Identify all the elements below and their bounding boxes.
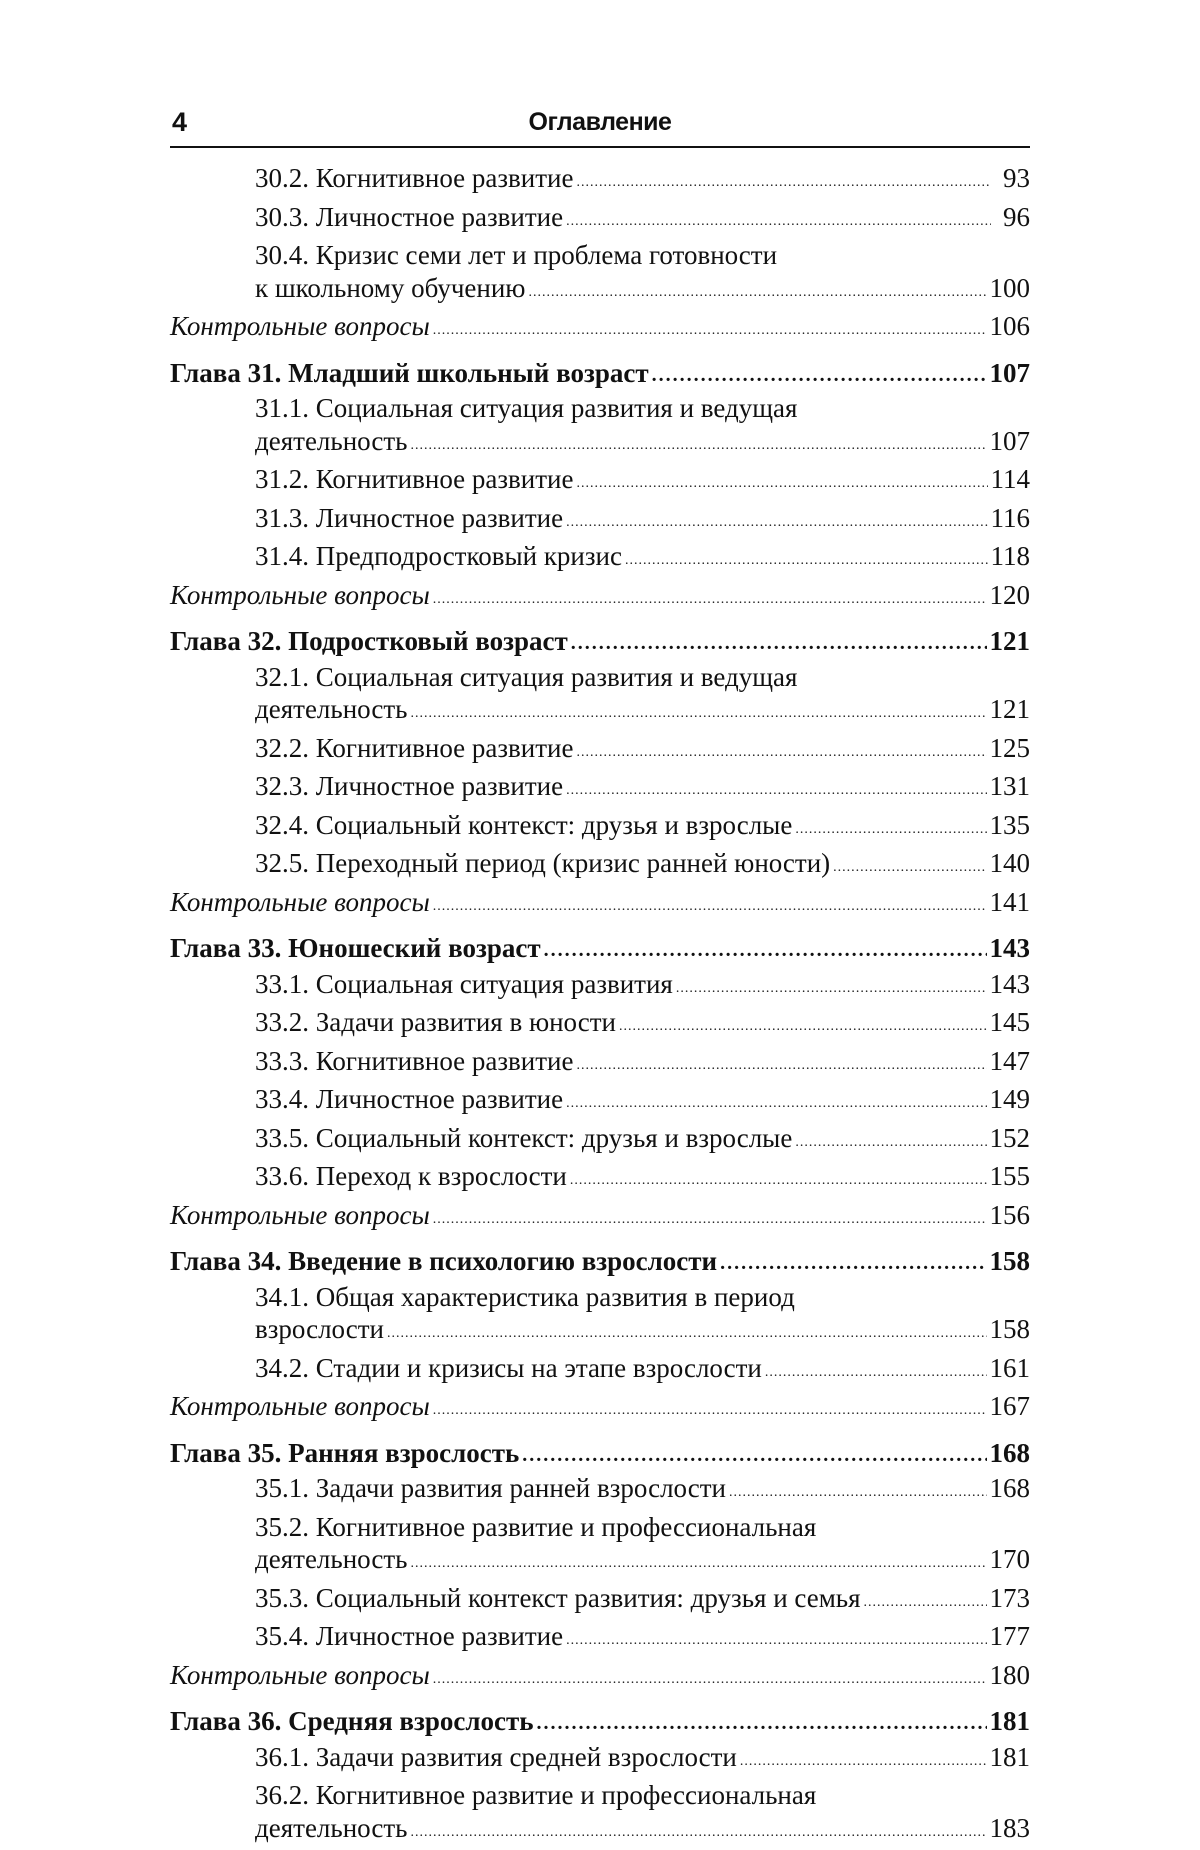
dot-leader <box>765 1357 987 1390</box>
toc-section-entry <box>170 1741 1030 1780</box>
toc-entry-title: 33.4. Личностное развитие <box>255 1083 563 1116</box>
toc-entry-title: деятельность <box>255 693 407 726</box>
toc-entry-title-line: 30.4. Кризис семи лет и проблема готовности <box>170 239 1030 272</box>
toc-review-questions-entry <box>170 886 1030 925</box>
toc-section-entry <box>170 201 1030 240</box>
toc-page-number: 145 <box>990 1006 1031 1039</box>
toc-page-number: 135 <box>990 809 1031 842</box>
toc-entry-title: 33.3. Когнитивное развитие <box>255 1045 573 1078</box>
toc-entry-title-line: 31.1. Социальная ситуация развития и ведущая <box>170 392 1030 425</box>
toc-chapter-entry <box>170 1705 1030 1741</box>
dot-leader <box>566 507 987 540</box>
toc-entry-title: Глава 31. Младший школьный возраст <box>170 357 649 390</box>
toc-entry-title: 32.2. Когнитивное развитие <box>255 732 573 765</box>
toc-entry-title: Контрольные вопросы <box>170 1390 430 1423</box>
toc-entry-title: 30.2. Когнитивное развитие <box>255 162 573 195</box>
toc-section-entry <box>170 1582 1030 1621</box>
toc-page-number: 116 <box>991 502 1031 535</box>
toc-entry-title: 32.3. Личностное развитие <box>255 770 563 803</box>
toc-entry-title: Глава 32. Подростковый возраст <box>170 625 568 658</box>
dot-leader <box>833 852 986 885</box>
toc-entry-title: взрослости <box>255 1313 384 1346</box>
dot-leader <box>433 584 987 617</box>
toc-chapter-entry <box>170 1437 1030 1473</box>
toc-entry-title: 35.3. Социальный контекст развития: друзья и семья <box>255 1582 861 1615</box>
toc-page-number: 180 <box>990 1659 1031 1692</box>
dot-leader <box>410 1548 986 1581</box>
dot-leader <box>864 1587 987 1620</box>
toc-page-number: 183 <box>990 1812 1031 1845</box>
toc-entry-title: 32.5. Переходный период (кризис ранней юности) <box>255 847 830 880</box>
dot-leader <box>795 1127 986 1160</box>
toc-page-number: 155 <box>990 1160 1031 1193</box>
page-number: 4 <box>172 104 187 140</box>
toc-page-number: 140 <box>990 847 1031 880</box>
toc-entry-title: 31.3. Личностное развитие <box>255 502 563 535</box>
table-of-contents <box>170 162 1030 1850</box>
toc-entry-title: Глава 33. Юношеский возраст <box>170 932 541 965</box>
toc-page-number: 141 <box>990 886 1031 919</box>
toc-review-questions-entry <box>170 1199 1030 1238</box>
toc-entry-title: 35.4. Личностное развитие <box>255 1620 563 1653</box>
toc-page-number: 121 <box>990 625 1031 658</box>
toc-entry-title: 33.1. Социальная ситуация развития <box>255 968 673 1001</box>
toc-entry-title: 33.5. Социальный контекст: друзья и взрослые <box>255 1122 792 1155</box>
dot-leader <box>625 545 988 578</box>
toc-section-entry <box>170 1160 1030 1199</box>
toc-page-number: 149 <box>990 1083 1031 1116</box>
toc-page-number: 173 <box>990 1582 1031 1615</box>
toc-entry-title: Контрольные вопросы <box>170 310 430 343</box>
toc-page-number: 158 <box>990 1245 1031 1278</box>
dot-leader <box>410 1817 986 1850</box>
toc-page-number: 177 <box>990 1620 1031 1653</box>
toc-entry-title: 35.1. Задачи развития ранней взрослости <box>255 1472 726 1505</box>
toc-section-entry <box>170 1006 1030 1045</box>
toc-chapter-entry <box>170 1245 1030 1281</box>
toc-section-entry <box>170 847 1030 886</box>
page-header <box>170 104 1030 148</box>
dot-leader <box>566 1625 986 1658</box>
toc-page-number: 152 <box>990 1122 1031 1155</box>
toc-entry-title: Контрольные вопросы <box>170 1659 430 1692</box>
toc-chapter-entry <box>170 932 1030 968</box>
dot-leader <box>544 934 987 967</box>
toc-section-entry <box>170 1045 1030 1084</box>
toc-entry-title: Глава 36. Средняя взрослость <box>170 1705 534 1738</box>
dot-leader <box>740 1746 987 1779</box>
toc-page-number: 114 <box>991 463 1031 496</box>
toc-entry-title: 31.4. Предподростковый кризис <box>255 540 622 573</box>
toc-section-entry <box>170 770 1030 809</box>
toc-section-entry <box>170 1313 1030 1352</box>
toc-section-entry <box>170 463 1030 502</box>
toc-page-number: 147 <box>990 1045 1031 1078</box>
toc-entry-title-line: 35.2. Когнитивное развитие и профессиональная <box>170 1511 1030 1544</box>
toc-page-number: 143 <box>990 932 1031 965</box>
toc-page-number: 107 <box>990 425 1031 458</box>
toc-page-number: 121 <box>990 693 1031 726</box>
toc-section-entry <box>170 693 1030 732</box>
dot-leader <box>537 1707 987 1740</box>
dot-leader <box>571 627 987 660</box>
toc-entry-title: деятельность <box>255 1543 407 1576</box>
toc-entry-title: Контрольные вопросы <box>170 579 430 612</box>
toc-page-number: 170 <box>990 1543 1031 1576</box>
toc-page-number: 143 <box>990 968 1031 1001</box>
toc-entry-title: 34.2. Стадии и кризисы на этапе взрослости <box>255 1352 762 1385</box>
toc-section-entry <box>170 162 1030 201</box>
toc-entry-title: 33.6. Переход к взрослости <box>255 1160 567 1193</box>
toc-entry-title: Контрольные вопросы <box>170 1199 430 1232</box>
toc-entry-title-line: 34.1. Общая характеристика развития в период <box>170 1281 1030 1314</box>
toc-entry-title: 30.3. Личностное развитие <box>255 201 563 234</box>
dot-leader <box>576 1050 986 1083</box>
toc-entry-title: 32.4. Социальный контекст: друзья и взрослые <box>255 809 792 842</box>
toc-page-number: 93 <box>994 162 1030 195</box>
toc-entry-title: Контрольные вопросы <box>170 886 430 919</box>
toc-entry-title-line: 36.2. Когнитивное развитие и профессиональная <box>170 1779 1030 1812</box>
toc-section-entry <box>170 1472 1030 1511</box>
dot-leader <box>433 1395 987 1428</box>
toc-section-entry <box>170 1083 1030 1122</box>
dot-leader <box>433 1664 987 1697</box>
dot-leader <box>619 1011 987 1044</box>
dot-leader <box>576 167 991 200</box>
toc-page-number: 181 <box>990 1705 1031 1738</box>
toc-section-entry <box>170 540 1030 579</box>
dot-leader <box>795 814 986 847</box>
toc-section-entry <box>170 1543 1030 1582</box>
toc-page-number: 107 <box>990 357 1031 390</box>
toc-section-entry <box>170 732 1030 771</box>
dot-leader <box>576 737 986 770</box>
dot-leader <box>566 1088 986 1121</box>
toc-entry-title: деятельность <box>255 425 407 458</box>
dot-leader <box>576 468 987 501</box>
toc-review-questions-entry <box>170 1390 1030 1429</box>
toc-entry-title-line: 32.1. Социальная ситуация развития и ведущая <box>170 661 1030 694</box>
toc-entry-title: 36.1. Задачи развития средней взрослости <box>255 1741 737 1774</box>
toc-section-entry <box>170 1352 1030 1391</box>
dot-leader <box>387 1318 987 1351</box>
dot-leader <box>720 1247 986 1280</box>
toc-page-number: 131 <box>990 770 1031 803</box>
toc-page-number: 106 <box>990 310 1031 343</box>
toc-page-number: 125 <box>990 732 1031 765</box>
toc-section-entry <box>170 968 1030 1007</box>
dot-leader <box>433 891 987 924</box>
toc-page-number: 96 <box>994 201 1030 234</box>
toc-page-number: 161 <box>990 1352 1031 1385</box>
toc-section-entry <box>170 1122 1030 1161</box>
running-title: Оглавление <box>170 104 1030 140</box>
toc-page-number: 158 <box>990 1313 1031 1346</box>
toc-section-entry <box>170 1812 1030 1850</box>
toc-entry-title: Глава 35. Ранняя взрослость <box>170 1437 519 1470</box>
toc-section-entry <box>170 272 1030 311</box>
dot-leader <box>566 206 991 239</box>
toc-page-number: 120 <box>990 579 1031 612</box>
dot-leader <box>410 430 986 463</box>
toc-entry-title: 31.2. Когнитивное развитие <box>255 463 573 496</box>
dot-leader <box>528 277 986 310</box>
toc-chapter-entry <box>170 357 1030 393</box>
toc-page-number: 181 <box>990 1741 1031 1774</box>
toc-entry-title: 33.2. Задачи развития в юности <box>255 1006 616 1039</box>
toc-chapter-entry <box>170 625 1030 661</box>
dot-leader <box>522 1439 986 1472</box>
toc-section-entry <box>170 1620 1030 1659</box>
toc-review-questions-entry <box>170 1659 1030 1698</box>
toc-page-number: 168 <box>990 1437 1031 1470</box>
dot-leader <box>652 359 987 392</box>
dot-leader <box>729 1477 987 1510</box>
toc-entry-title: деятельность <box>255 1812 407 1845</box>
dot-leader <box>566 775 986 808</box>
toc-section-entry <box>170 502 1030 541</box>
toc-page-number: 156 <box>990 1199 1031 1232</box>
toc-page-number: 167 <box>990 1390 1031 1423</box>
dot-leader <box>676 973 987 1006</box>
toc-page-number: 118 <box>991 540 1031 573</box>
toc-review-questions-entry <box>170 579 1030 618</box>
toc-page-number: 168 <box>990 1472 1031 1505</box>
dot-leader <box>410 698 986 731</box>
toc-review-questions-entry <box>170 310 1030 349</box>
toc-section-entry <box>170 425 1030 464</box>
toc-page-number: 100 <box>990 272 1031 305</box>
dot-leader <box>433 1204 987 1237</box>
dot-leader <box>433 315 987 348</box>
dot-leader <box>570 1165 987 1198</box>
toc-entry-title: Глава 34. Введение в психологию взрослости <box>170 1245 717 1278</box>
toc-entry-title: к школьному обучению <box>255 272 525 305</box>
toc-section-entry <box>170 809 1030 848</box>
